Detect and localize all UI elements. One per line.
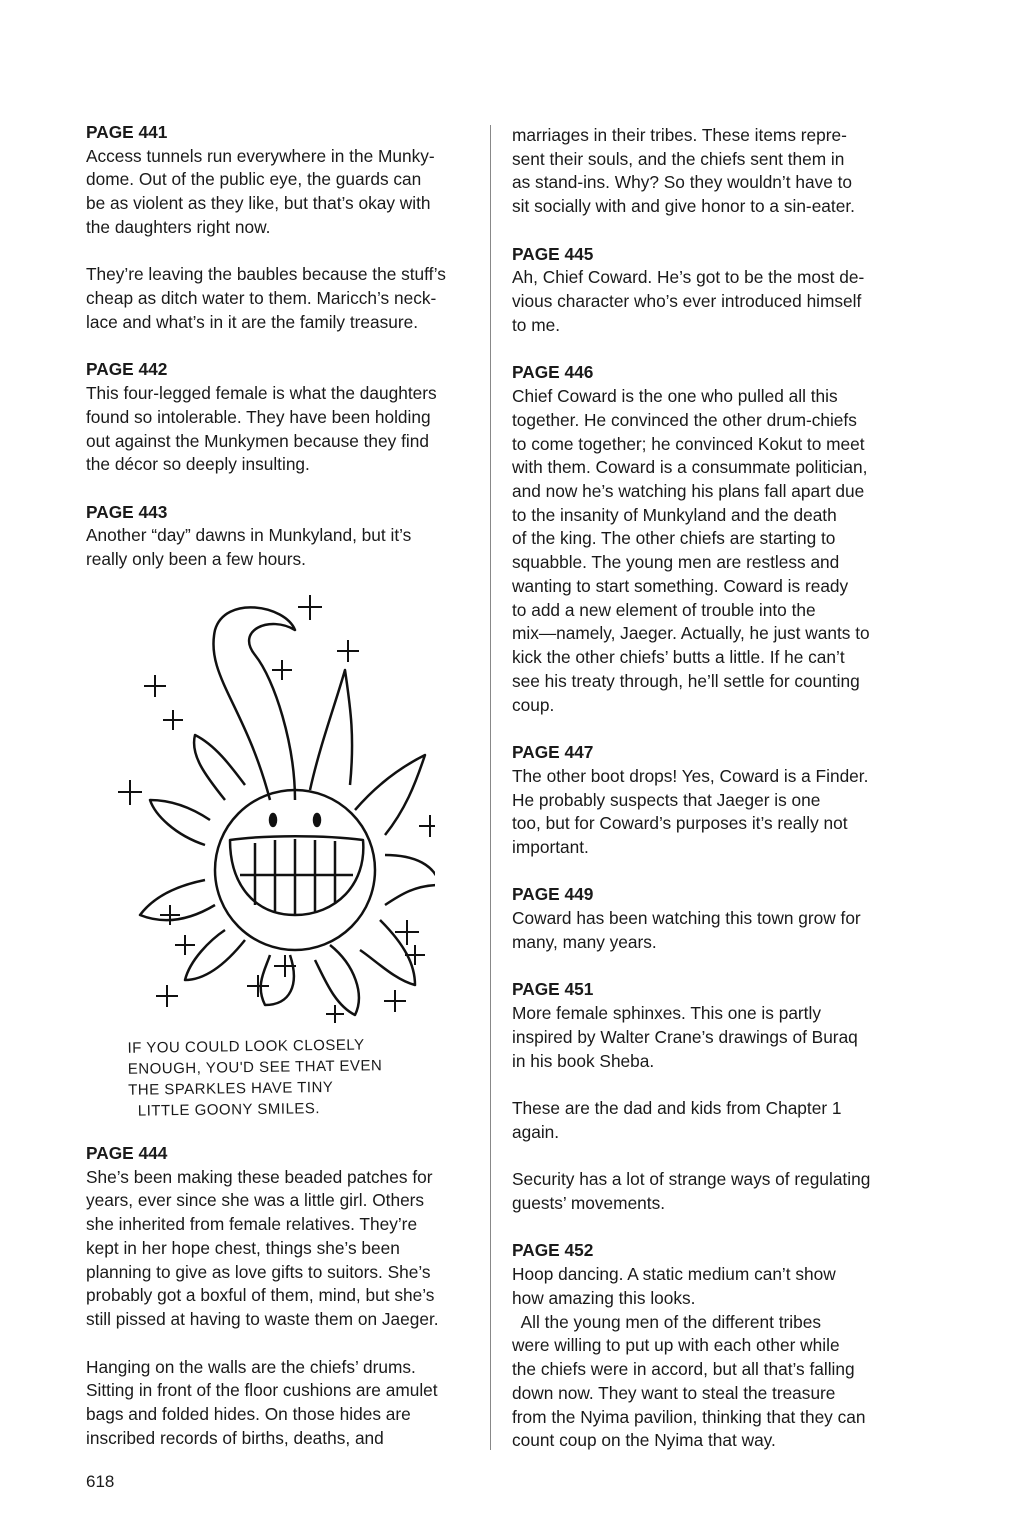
paragraph: Another “day” dawns in Munkyland, but it’s really only been a few hours. <box>86 525 412 570</box>
section-heading: PAGE 446 <box>512 362 594 383</box>
paragraph: Coward has been watching this town grow for many, many years. <box>512 908 861 952</box>
paragraph: Ah, Chief Coward. He’s got to be the most de- vious character who’s ever introduced himself to me. <box>512 267 865 335</box>
section-heading: PAGE 451 <box>512 979 594 1000</box>
grinning-sun-illustration <box>95 585 435 1025</box>
caption-line: THE SPARKLES HAVE TINY <box>128 1078 334 1099</box>
sun-grin <box>230 836 363 915</box>
section-heading: PAGE 447 <box>512 742 594 763</box>
left-column-top <box>86 121 476 572</box>
column-divider <box>490 125 491 1450</box>
paragraph: Chief Coward is the one who pulled all this together. He convinced the other drum-chiefs to come together; he convinced Kokut to meet with them. Coward is a consummate politician, and now he’s watching his plans fall apart due to the insanity of Munkyland and the death of the king. The other chiefs are starting to squabble. The young men are restless and wanting to start something. Coward is ready to add a new element of trouble into the mix—namely, Jaeger. Actually, he just wants to kick the other chiefs’ butts a little. If he can’t see his treaty through, he’ll settle for counting coup. <box>512 386 870 715</box>
page-number: 618 <box>86 1472 115 1491</box>
paragraph: She’s been making these beaded patches for years, ever since she was a little girl. Others she inherited from female relatives. They’re kept in her hope chest, things she’s been planning to give as love gifts to suitors. She’s probably got a boxful of them, mind, but she’s still pissed at having to waste them on Jaeger. <box>86 1166 439 1330</box>
section-heading: PAGE 449 <box>512 884 594 905</box>
section-heading: PAGE 441 <box>86 122 168 142</box>
section-heading: PAGE 445 <box>512 243 594 264</box>
paragraph: They’re leaving the baubles because the stuff’s cheap as ditch water to them. Maricch’s neck- lace and what’s in it are the family treasure. <box>86 264 446 332</box>
paragraph: Access tunnels run everywhere in the Munky- dome. Out of the public eye, the guards can be as violent as they like, but that’s okay with the daughters right now. <box>86 145 435 237</box>
section-heading: PAGE 444 <box>86 1143 168 1163</box>
left-column-bottom <box>86 1142 476 1451</box>
section-heading: PAGE 443 <box>86 501 168 522</box>
paragraph: More female sphinxes. This one is partly inspired by Walter Crane’s drawings of Buraq in his book Sheba. <box>512 1003 858 1071</box>
section-heading: PAGE 442 <box>86 359 168 380</box>
paragraph: Security has a lot of strange ways of regulating guests’ movements. <box>512 1169 871 1213</box>
sparkle-icons <box>118 595 435 1023</box>
caption-line: LITTLE GOONY SMILES. <box>128 1100 321 1120</box>
caption-line: IF YOU COULD LOOK CLOSELY <box>127 1036 365 1057</box>
paragraph: The other boot drops! Yes, Coward is a Finder. He probably suspects that Jaeger is one too, but for Coward’s purposes it’s really not important. <box>512 765 869 857</box>
section-heading: PAGE 452 <box>512 1240 594 1261</box>
right-column <box>512 124 902 1453</box>
illustration-caption <box>127 1034 383 1122</box>
paragraph: These are the dad and kids from Chapter 1 again. <box>512 1098 842 1142</box>
paragraph: Hanging on the walls are the chiefs’ drums. Sitting in front of the floor cushions are amulet bags and folded hides. On those hides are inscribed records of births, deaths, and <box>86 1356 438 1448</box>
caption-line: ENOUGH, YOU'D SEE THAT EVEN <box>127 1057 383 1078</box>
paragraph: This four-legged female is what the daughters found so intolerable. They have been holding out against the Munkymen because they find the décor so deeply insulting. <box>86 383 437 475</box>
paragraph: marriages in their tribes. These items repre- sent their souls, and the chiefs sent them in as stand-ins. Why? So they wouldn’t have to sit socially with and give honor to a sin-eater. <box>512 125 855 217</box>
paragraph: Hoop dancing. A static medium can’t show how amazing this looks. All the young men of the different tribes were willing to put up with each other while the chiefs were in accord, but all that’s falling down now. They want to steal the treasure from the Nyima pavilion, thinking that they can count coup on the Nyima that way. <box>512 1264 866 1451</box>
